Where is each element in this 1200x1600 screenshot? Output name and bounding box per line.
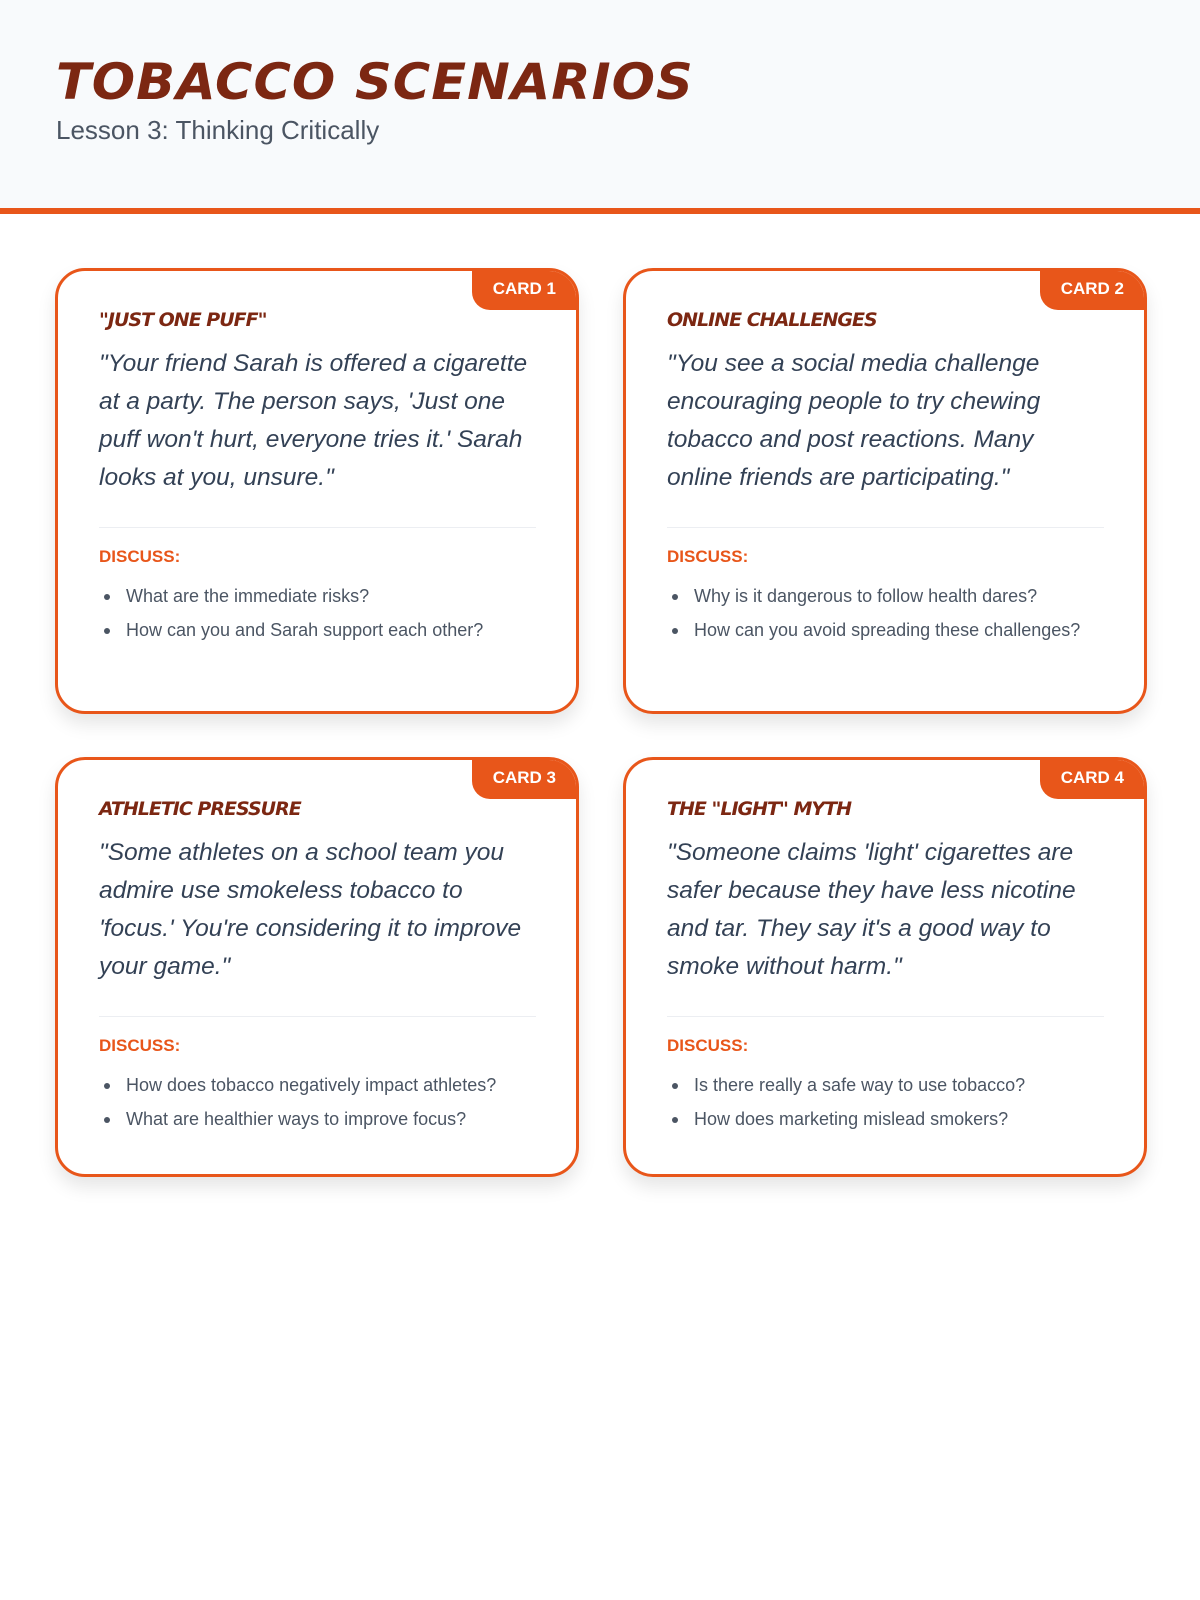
page-title: TOBACCO SCENARIOS <box>56 53 694 111</box>
scenario-card-2 <box>623 268 1147 714</box>
discussion-question: Is there really a safe way to use tobacco? <box>694 1072 1104 1099</box>
page-subtitle: Lesson 3: Thinking Critically <box>56 115 380 145</box>
discussion-question: How can you and Sarah support each other? <box>126 617 536 644</box>
scenario-quote: "You see a social media challenge encouraging people to try chewing tobacco and post reactions. Many online friends are participating." <box>667 350 1041 491</box>
discuss-label: DISCUSS: <box>99 547 181 566</box>
page-header <box>0 0 1200 214</box>
card-heading: "JUST ONE PUFF" <box>99 309 267 331</box>
card-heading: ONLINE CHALLENGES <box>667 309 877 331</box>
discuss-label: DISCUSS: <box>667 547 749 566</box>
card-badge: CARD 1 <box>472 268 579 310</box>
scenario-quote: "Some athletes on a school team you admire use smokeless tobacco to 'focus.' You're considering it to improve your game." <box>99 839 522 980</box>
card-heading: ATHLETIC PRESSURE <box>99 798 301 820</box>
scenario-card-4 <box>623 757 1147 1177</box>
discussion-questions <box>667 1072 1104 1133</box>
discussion-question: Why is it dangerous to follow health dares? <box>694 583 1104 610</box>
scenario-quote: "Someone claims 'light' cigarettes are safer because they have less nicotine and tar. They say it's a good way to smoke without harm." <box>667 839 1076 980</box>
card-divider <box>99 1016 536 1017</box>
scenario-card-1 <box>55 268 579 714</box>
card-divider <box>667 1016 1104 1017</box>
scenario-card-grid <box>55 268 1147 1177</box>
card-badge: CARD 2 <box>1040 268 1147 310</box>
discussion-question: How can you avoid spreading these challenges? <box>694 617 1104 644</box>
discuss-label: DISCUSS: <box>667 1036 749 1055</box>
discussion-question: What are healthier ways to improve focus? <box>126 1106 536 1133</box>
card-divider <box>667 527 1104 528</box>
discussion-question: How does tobacco negatively impact athletes? <box>126 1072 536 1099</box>
card-divider <box>99 527 536 528</box>
card-heading: THE "LIGHT" MYTH <box>667 798 852 820</box>
discussion-question: How does marketing mislead smokers? <box>694 1106 1104 1133</box>
discussion-questions <box>667 583 1104 644</box>
card-badge: CARD 4 <box>1040 757 1147 799</box>
discussion-questions <box>99 1072 536 1133</box>
discuss-label: DISCUSS: <box>99 1036 181 1055</box>
card-badge: CARD 3 <box>472 757 579 799</box>
discussion-question: What are the immediate risks? <box>126 583 536 610</box>
discussion-questions <box>99 583 536 644</box>
scenario-quote: "Your friend Sarah is offered a cigarette at a party. The person says, 'Just one puff won't hurt, everyone tries it.' Sarah looks at you, unsure." <box>99 350 528 491</box>
scenario-card-3 <box>55 757 579 1177</box>
